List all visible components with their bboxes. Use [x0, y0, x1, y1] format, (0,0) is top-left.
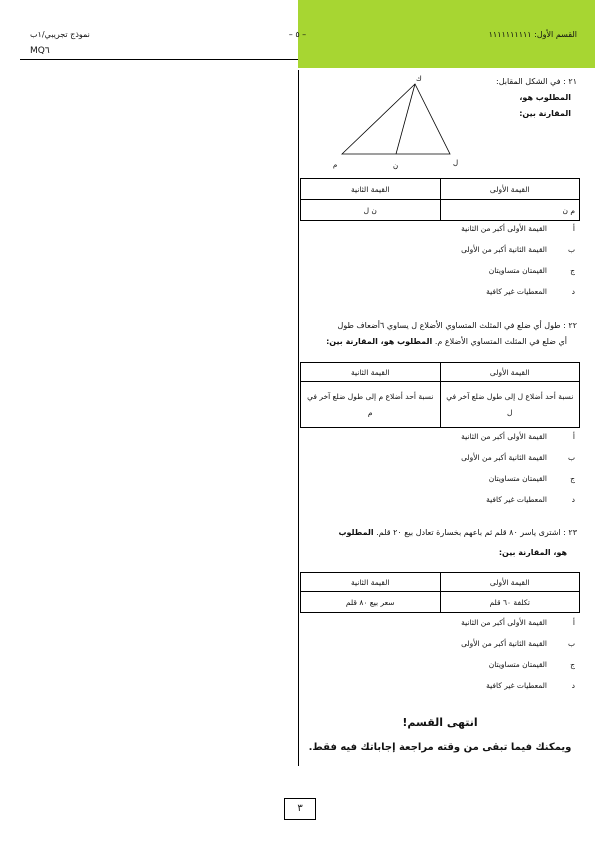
model-label: نموذج تجريبي/١ب: [30, 30, 90, 39]
q22-line1: ٢٢ : طول أي ضلع في المثلث المتساوي الأضلاع ل يساوي ٦أضعاف طول: [337, 321, 577, 330]
label-m: م: [333, 161, 338, 169]
section-label: القسم الأول: ١١١١١١١١١١: [488, 30, 577, 39]
q21-required: المطلوب هو،: [519, 93, 571, 102]
q23-line1: ٢٣ : اشترى ياسر ٨٠ قلم ثم باعهم بخسارة تعادل بيع ٢٠ قلم.: [376, 528, 577, 537]
option-letter: ب: [567, 453, 575, 462]
option-letter: ب: [567, 639, 575, 648]
q21-intro: ٢١ : في الشكل المقابل:: [496, 77, 577, 86]
q21-options: [305, 222, 575, 306]
option-letter: د: [571, 681, 575, 690]
q22-val2: نسبة أحد أضلاع م إلى طول ضلع آخر في م: [301, 382, 441, 428]
q23-text: [301, 525, 577, 561]
option-text: القيمتان متساويتان: [488, 266, 547, 275]
option-text: القيمة الأولى أكبر من الثانية: [461, 224, 547, 233]
q23-table: [300, 572, 580, 613]
option[interactable]: [305, 616, 575, 637]
option[interactable]: [305, 430, 575, 451]
option-letter: ب: [567, 245, 575, 254]
page-number: ٣: [284, 798, 316, 820]
label-n: ن: [393, 162, 399, 170]
option-text: المعطيات غير كافية: [486, 287, 547, 296]
label-l: ل: [453, 159, 459, 167]
q23-line2: هو، المقارنة بين:: [498, 548, 567, 557]
option-letter: أ: [572, 432, 575, 441]
q22-required: المطلوب هو، المقارنة بين:: [326, 337, 433, 346]
option[interactable]: [305, 493, 575, 514]
option-letter: ج: [570, 660, 575, 669]
option-letter: ج: [570, 474, 575, 483]
q22-table: [300, 362, 580, 428]
option-text: القيمتان متساويتان: [488, 660, 547, 669]
q21-val2: ن ل: [301, 200, 441, 221]
q22-col1: القيمة الأولى: [440, 363, 580, 382]
option[interactable]: [305, 679, 575, 700]
option-letter: أ: [572, 224, 575, 233]
q23-required: المطلوب: [338, 528, 374, 537]
q22-col2: القيمة الثانية: [301, 363, 441, 382]
option-text: القيمة الثانية أكبر من الأولى: [461, 453, 547, 462]
q21-col2: القيمة الثانية: [301, 179, 441, 200]
option[interactable]: [305, 472, 575, 493]
option[interactable]: [305, 285, 575, 306]
section-end-title: انتهى القسم!: [402, 716, 478, 729]
option-letter: د: [571, 287, 575, 296]
header-rule: [20, 59, 298, 60]
option-letter: ج: [570, 266, 575, 275]
section-end-note: ويمكنك فيما تبقى من وقته مراجعة إجاباتك فيه فقط.: [308, 742, 572, 753]
q22-val1: نسبة أحد أضلاع ل إلى طول ضلع آخر في ل: [440, 382, 580, 428]
q21-col1: القيمة الأولى: [440, 179, 580, 200]
option[interactable]: [305, 637, 575, 658]
option[interactable]: [305, 658, 575, 679]
label-k: ك: [416, 75, 422, 83]
q21-val1: م ن: [440, 200, 580, 221]
q22-line2: أي ضلع في المثلث المتساوي الأضلاع م.: [434, 337, 567, 346]
option-text: المعطيات غير كافية: [486, 681, 547, 690]
option-text: القيمة الثانية أكبر من الأولى: [461, 639, 547, 648]
q23-col2: القيمة الثانية: [301, 573, 441, 592]
option-text: المعطيات غير كافية: [486, 495, 547, 504]
option-text: القيمة الأولى أكبر من الثانية: [461, 618, 547, 627]
page-indicator: – ٥ –: [288, 30, 307, 39]
option-text: القيمتان متساويتان: [488, 474, 547, 483]
q23-col1: القيمة الأولى: [440, 573, 580, 592]
q22-options: [305, 430, 575, 514]
option[interactable]: [305, 451, 575, 472]
triangle-figure: [320, 72, 470, 172]
q21-compare: المقارنة بين:: [519, 109, 571, 118]
q23-options: [305, 616, 575, 700]
q22-text: [301, 318, 577, 350]
q23-val1: تكلفة ٦٠ قلم: [440, 592, 580, 613]
q21-table: [300, 178, 580, 221]
q23-val2: سعر بيع ٨٠ قلم: [301, 592, 441, 613]
option-text: القيمة الأولى أكبر من الثانية: [461, 432, 547, 441]
option-letter: د: [571, 495, 575, 504]
model-code: MQ٦: [30, 46, 50, 56]
option[interactable]: [305, 222, 575, 243]
column-divider: [298, 70, 299, 766]
option-text: القيمة الثانية أكبر من الأولى: [461, 245, 547, 254]
option[interactable]: [305, 264, 575, 285]
option[interactable]: [305, 243, 575, 264]
option-letter: أ: [572, 618, 575, 627]
